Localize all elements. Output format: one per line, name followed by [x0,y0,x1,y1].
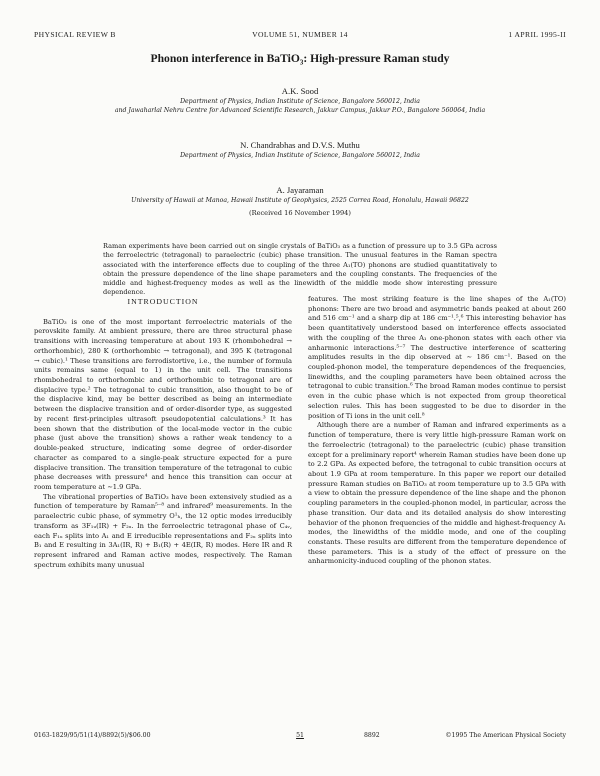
author-name: A. Jayaraman [276,185,324,195]
issue-date: 1 APRIL 1995-II [508,30,566,39]
volume-number: VOLUME 51, NUMBER 14 [252,30,348,39]
author-affiliation: and Jawaharlal Nehru Centre for Advanced Scientific Research, Jakkur Campus, Jakkur P.O., Bangalore 560064, India [114,107,486,114]
volume-page-number: 51 [296,732,304,739]
author-name: N. Chandrabhas and D.V.S. Muthu [240,140,360,150]
received-date: (Received 16 November 1994) [249,209,351,217]
abstract: Raman experiments have been carried out on single crystals of BaTiO₃ as a function of pressure up to 3.5 GPa across the ferroelectric (tetragonal) to paraelectric (cubic) phase transition. The unusual features in the Raman spectra associated with the interference effects due to coupling of the three A₁(TO) phonons are studied quantitatively to obtain the pressure dependence of the line shape parameters and the coupling constants. The frequencies of the middle and highest-frequency modes as well as the linewidth of the middle mode show interesting pressure dependence. [103,242,497,297]
journal-name: PHYSICAL REVIEW B [34,30,116,39]
author-affiliation: Department of Physics, Indian Institute of Science, Bangalore 560012, India [180,98,420,105]
left-column [34,295,292,570]
page-footer [34,732,566,742]
paper-title: Phonon interference in BaTiO₃: High-pressure Raman study [150,52,450,65]
author-affiliation: University of Hawaii at Manoa, Hawaii Institute of Geophysics, 2525 Correa Road, Honolulu, Hawaii 96822 [131,197,469,204]
article-code: 0163-1829/95/51(14)/8892(5)/$06.00 [34,732,151,739]
paragraph: The vibrational properties of BaTiO₃ have been extensively studied as a function of temperature by Raman⁵⁻⁸ and infrared⁹ measurements. In the paraelectric cubic phase, of symmetry O¹ₕ, the 12 optic modes irreducibly transform as 3F₁ᵤ(IR) + F₂ᵤ. In the ferroelectric tetragonal phase of C₄ᵥ, each F₁ᵤ splits into A₁ and E irreducible representations and F₂ᵤ splits into B₁ and E resulting in 3A₁(IR, R) + B₁(R) + 4E(IR, R) modes. Here IR and R represent infrared and Raman active modes, respectively. The Raman spectrum exhibits many unusual [34,492,292,569]
running-header [34,30,566,42]
author-affiliation: Department of Physics, Indian Institute of Science, Bangalore 560012, India [180,152,420,159]
paragraph: Although there are a number of Raman and infrared experiments as a function of temperature, there is very little high-pressure Raman work on the ferroelectric (tetragonal) to the paraelectric (cubic) phase transition except for a preliminary report⁴ wherein Raman studies have been done up to 2.2 GPa. As expected before, the tetragonal to cubic transition occurs at about 1.9 GPa at room temperature. In this paper we report our detailed pressure Raman studies on BaTiO₃ at room temperature up to 3.5 GPa with a view to obtain the pressure dependence of the line shape and the phonon coupling parameters in the coupled-phonon model, in particular, across the phase transition. Our data and its detailed analysis do show interesting behavior of the phonon frequencies of the middle and highest-frequency A₁ modes, the linewidths of the middle mode, and one of the coupling constants. These results are different from the temperature dependence of these parameters. This is a study of the effect of pressure on the anharmonicity-induced coupling of the phonon states. [308,421,566,566]
page-number: 8892 [364,732,380,739]
author-name: A.K. Sood [281,86,319,96]
section-heading: INTRODUCTION [127,297,199,306]
copyright: ©1995 The American Physical Society [445,732,566,739]
paragraph: features. The most striking feature is the line shapes of the A₁(TO) phonons: There are two broad and asymmetric bands peaked at about 260 and 516 cm⁻¹ and a sharp dip at 186 cm⁻¹.⁵,⁶ This interesting behavior has been quantitatively understood based on interference effects associated with the coupling of the three A₁ one-phonon states with each other via anharmonic interactions.⁵⁻⁷ The destructive interference of scattering amplitudes results in the dip observed at ∼ 186 cm⁻¹. Based on the coupled-phonon model, the temperature dependences of the frequencies, linewidths, and the coupling parameters have been obtained across the tetragonal to cubic transition.⁶ The broad Raman modes continue to persist even in the cubic phase which is not expected from group theoretical selection rules. This has been suggested to be due to disorder in the position of Ti ions in the unit cell.⁸ [308,295,566,420]
paragraph: BaTiO₃ is one of the most important ferroelectric materials of the perovskite family. At ambient pressure, there are three structural phase transitions with increasing temperature at about 193 K (rhombohedral → orthorhombic), 280 K (orthorhombic → tetragonal), and 395 K (tetragonal → cubic).¹ These transitions are ferrodistortive, i.e., the number of formula units remains same (equal to 1) in the unit cell. The transitions rhombohedral to orthorhombic and orthorhombic to tetragonal are of displacive type.² The tetragonal to cubic transition, also thought to be of the displacive kind, may be better described as being an intermediate between the displacive transition and of order-disorder type, as suggested by recent first-principles ultrasoft pseudopotential calculations.³ It has been shown that the distribution of the local-mode vector in the cubic phase (just above the transition) shows a rather weak tendency to a double-peaked structure, indicating some degree of order-disorder character as compared to a single-peak structure expected for a pure displacive transition. The transition temperature of the tetragonal to cubic phase decreases with pressure⁴ and hence this transition can occur at room temperature at ∼1.9 GPa. [34,317,292,491]
right-column [308,295,566,567]
